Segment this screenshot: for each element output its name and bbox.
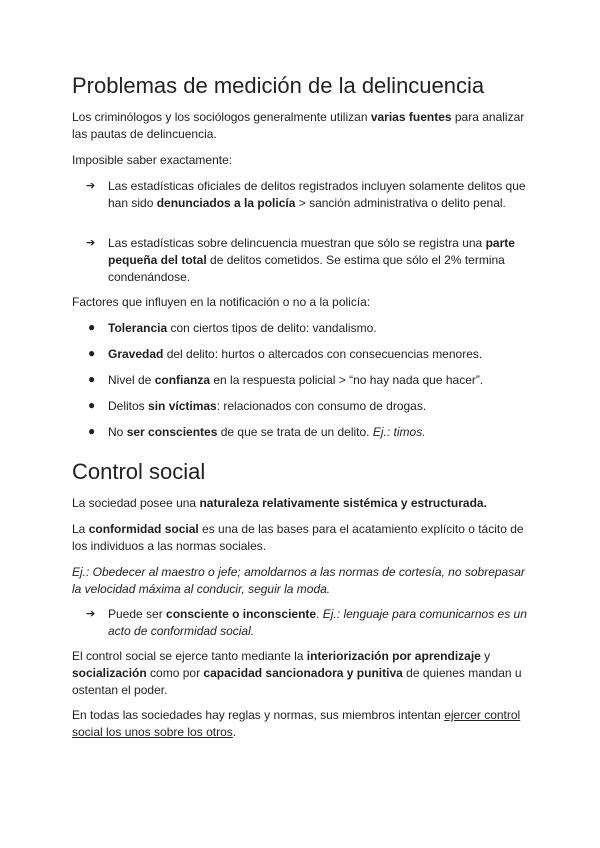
- paragraph-ejemplo: Ej.: Obedecer al maestro o jefe; amoldarnos a las normas de cortesía, no sobrepasar la velocidad máxima al conducir, seguir la moda.: [72, 565, 525, 596]
- arrow-item-denunciados: ➔ Las estadísticas oficiales de delitos registrados incluyen solamente delitos que han sido denunciados a la policía > sanción administrativa o delito penal.: [86, 179, 526, 210]
- list-item: ● Tolerancia con ciertos tipos de delito: vandalismo.: [88, 320, 377, 335]
- list-item: ● Delitos sin víctimas: relacionados con consumo de drogas.: [88, 398, 427, 413]
- list-item: ● Gravedad del delito: hurtos o altercados con consecuencias menores.: [88, 346, 483, 361]
- arrow-bullet-icon: ➔: [86, 237, 96, 249]
- section-title-medicion: Problemas de medición de la delincuencia: [72, 73, 485, 98]
- paragraph-reglas-normas: En todas las sociedades hay reglas y normas, sus miembros intentan ejercer control social los unos sobre los otros.: [72, 708, 521, 739]
- bullet-dot-icon: ●: [88, 320, 96, 334]
- impossible-paragraph: Imposible saber exactamente:: [72, 153, 233, 167]
- paragraph-naturaleza: La sociedad posee una naturaleza relativamente sistémica y estructurada.: [72, 496, 487, 510]
- factors-paragraph: Factores que influyen en la notificación o no a la policía:: [72, 295, 371, 309]
- arrow-bullet-icon: ➔: [86, 608, 96, 620]
- paragraph-conformidad: La conformidad social es una de las bases para el acatamiento explícito o tácito de los individuos a las normas sociales.: [72, 522, 524, 553]
- list-item: ● No ser conscientes de que se trata de un delito. Ej.: timos.: [88, 424, 426, 439]
- section-title-control-social: Control social: [72, 459, 206, 484]
- arrow-item-consciente: ➔ Puede ser consciente o inconsciente. Ej.: lenguaje para comunicarnos es un acto de conformidad social.: [86, 607, 527, 638]
- arrow-bullet-icon: ➔: [86, 180, 96, 192]
- bullet-dot-icon: ●: [88, 346, 96, 360]
- arrow-item-parte-pequena: ➔ Las estadísticas sobre delincuencia muestran que sólo se registra una parte pequeña del total de delitos cometidos. Se estima que sólo el 2% termina condenándose.: [86, 236, 515, 284]
- bullet-dot-icon: ●: [88, 424, 96, 438]
- bullet-dot-icon: ●: [88, 398, 96, 412]
- intro-paragraph: Los criminólogos y los sociólogos generalmente utilizan varias fuentes para analizar las pautas de delincuencia.: [72, 110, 525, 141]
- list-item: ● Nivel de confianza en la respuesta policial > “no hay nada que hacer”.: [88, 372, 484, 387]
- bullet-dot-icon: ●: [88, 372, 96, 386]
- paragraph-control-ejerce: El control social se ejerce tanto mediante la interiorización por aprendizaje y socialización como por capacidad sancionadora y punitiva de quienes mandan u ostentan el poder.: [72, 649, 522, 697]
